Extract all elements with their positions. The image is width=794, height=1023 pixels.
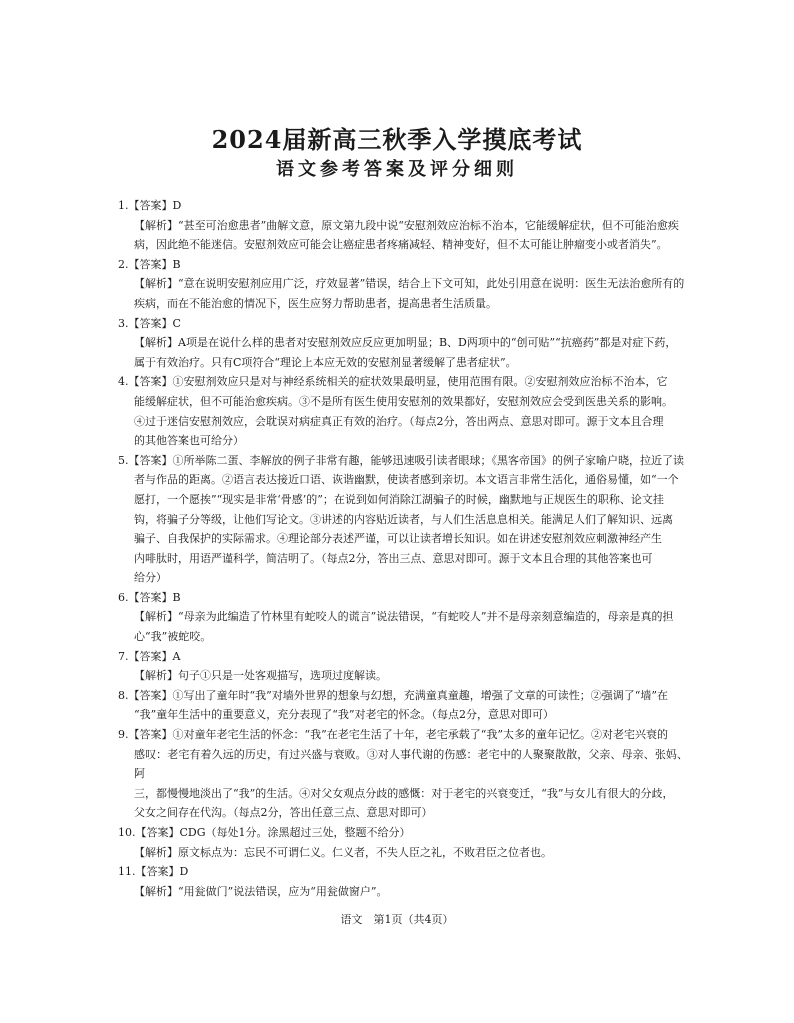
answer-line: 感叹：老宅有着久远的历史，有过兴盛与衰败。③对人事代谢的伤感：老宅中的人聚聚散散，父亲、母亲、张妈、阿 <box>134 747 688 781</box>
answer-line: ④过于迷信安慰剂效应，会耽误对病症真正有效的治疗。（每点2分，答出两点、意思对即可。源于文本且合理 <box>134 414 664 428</box>
answer-line: 8.【答案】①写出了童年时“我”对墙外世界的想象与幻想，充满童真童趣，增强了文章的可读性；②强调了“墙”在 <box>118 688 668 702</box>
answer-line: 的其他答案也可给分） <box>134 434 244 448</box>
answer-line: 1.【答案】D <box>118 199 182 212</box>
answer-line: 2.【答案】B <box>118 257 181 271</box>
answer-item-7 <box>118 647 688 686</box>
answer-line: 9.【答案】①对童年老宅生活的怀念：“我”在老宅生活了十年，老宅承载了“我”太多的童年记忆。②对老宅兴衰的 <box>118 728 668 742</box>
answer-line: 心“我”被蛇咬。 <box>134 630 212 644</box>
answer-line: 者与作品的距离。②语言表达接近口语、诙谐幽默，使读者感到亲切。本文语言非常生活化，通俗易懂，如“一个 <box>134 473 679 487</box>
answer-line: 【解析】原文标点为：忘民不可谓仁义。仁义者，不失人臣之礼，不败君臣之位者也。 <box>134 845 552 859</box>
answer-item-3 <box>118 314 688 373</box>
answer-line: 愿打，一个愿挨”“现实是非常‘骨感’的”；在说到如何消除江湖骗子的时候，幽默地与正规医生的职称、论文挂 <box>134 492 664 506</box>
answer-item-2 <box>118 255 688 314</box>
answer-line: “我”童年生活中的重要意义，充分表现了“我”对老宅的怀念。（每点2分，意思对即可） <box>134 708 554 722</box>
answer-line: 【解析】“用瓮做门”说法错误，应为“用瓮做窗户”。 <box>134 884 388 898</box>
answer-line: 7.【答案】A <box>118 649 181 663</box>
answer-line: 内啡肽时，用语严谨科学，简洁明了。（每点2分，答出三点、意思对即可。源于文本且合理的其他答案也可 <box>134 551 653 565</box>
answer-line: 病，因此绝不能迷信。安慰剂效应可能会让癌症患者疼痛减轻、精神变好，但不太可能让肿瘤变小或者消失”。 <box>134 238 668 252</box>
answer-list <box>118 196 688 901</box>
page-subtitle: 语文参考答案及评分细则 <box>276 159 518 180</box>
answer-item-1 <box>118 196 688 255</box>
answer-line: 4.【答案】①安慰剂效应只是对与神经系统相关的症状效果最明显，使用范围有限。②安慰剂效应治标不治本，它 <box>118 375 668 389</box>
answer-item-11 <box>118 862 688 901</box>
page-title: 2024届新高三秋季入学摸底考试 <box>211 125 583 154</box>
answer-line: 10.【答案】CDG（每处1分。涂黑超过三处，整题不给分） <box>118 826 411 839</box>
answer-line: 3.【答案】C <box>118 316 181 330</box>
answer-item-6 <box>118 588 688 647</box>
answer-item-9 <box>118 725 688 823</box>
answer-line: 骗子、自我保护的实际需求。④理论部分表述严谨，可以让读者增长知识。如在讲述安慰剂效应刺激神经产生 <box>134 532 662 546</box>
page-footer: 语文 第1页（共4页） <box>340 913 454 926</box>
answer-item-8 <box>118 686 688 725</box>
answer-item-10 <box>118 823 688 862</box>
answer-line: 【解析】“甚至可治愈患者”曲解文意，原文第九段中说“安慰剂效应治标不治本，它能缓解症状，但不可能治愈疾 <box>134 218 679 232</box>
answer-line: 【解析】句子①只是一处客观描写，选项过度解读。 <box>134 669 387 683</box>
answer-item-5 <box>118 451 688 588</box>
answer-line: 【解析】“意在说明安慰剂应用广泛，疗效显著”错误，结合上下文可知，此处引用意在说明：医生无法治愈所有的 <box>134 277 685 291</box>
answer-line: 三，都慢慢地淡出了“我”的生活。④对父女观点分歧的感慨：对于老宅的兴衰变迁，“我”与女儿有很大的分歧， <box>134 786 674 800</box>
answer-line: 【解析】“母亲为此编造了竹林里有蛇咬人的谎言”说法错误，“有蛇咬人”并不是母亲刻意编造的，母亲是真的担 <box>134 610 674 624</box>
answer-line: 父女之间存在代沟。（每点2分，答出任意三点、意思对即可） <box>134 806 433 820</box>
answer-line: 6.【答案】B <box>118 590 181 604</box>
answer-line: 11.【答案】D <box>118 865 189 879</box>
answer-line: 钩，将骗子分等级，让他们写论文。③讲述的内容贴近读者，与人们生活息息相关。能满足人们了解知识、远离 <box>134 512 673 526</box>
answer-line: 疾病，而在不能治愈的情况下，医生应努力帮助患者，提高患者生活质量。 <box>134 296 497 310</box>
answer-line: 属于有效治疗。只有C项符合“理论上本应无效的安慰剂显著缓解了患者症状”。 <box>134 355 517 369</box>
answer-line: 给分） <box>134 571 167 585</box>
answer-line: 5.【答案】①所举陈二蛋、李解放的例子非常有趣，能够迅速吸引读者眼球；《黑客帝国》的例子家喻户晓，拉近了读 <box>118 453 684 467</box>
answer-item-4 <box>118 372 688 450</box>
answer-line: 能缓解症状，但不可能治愈疾病。③不是所有医生使用安慰剂的效果都好，安慰剂效应会受到医患关系的影响。 <box>134 394 673 408</box>
answer-line: 【解析】A项是在说什么样的患者对安慰剂效应反应更加明显；B、D两项中的“创可贴”“抗癌药”都是对症下药， <box>134 336 677 350</box>
